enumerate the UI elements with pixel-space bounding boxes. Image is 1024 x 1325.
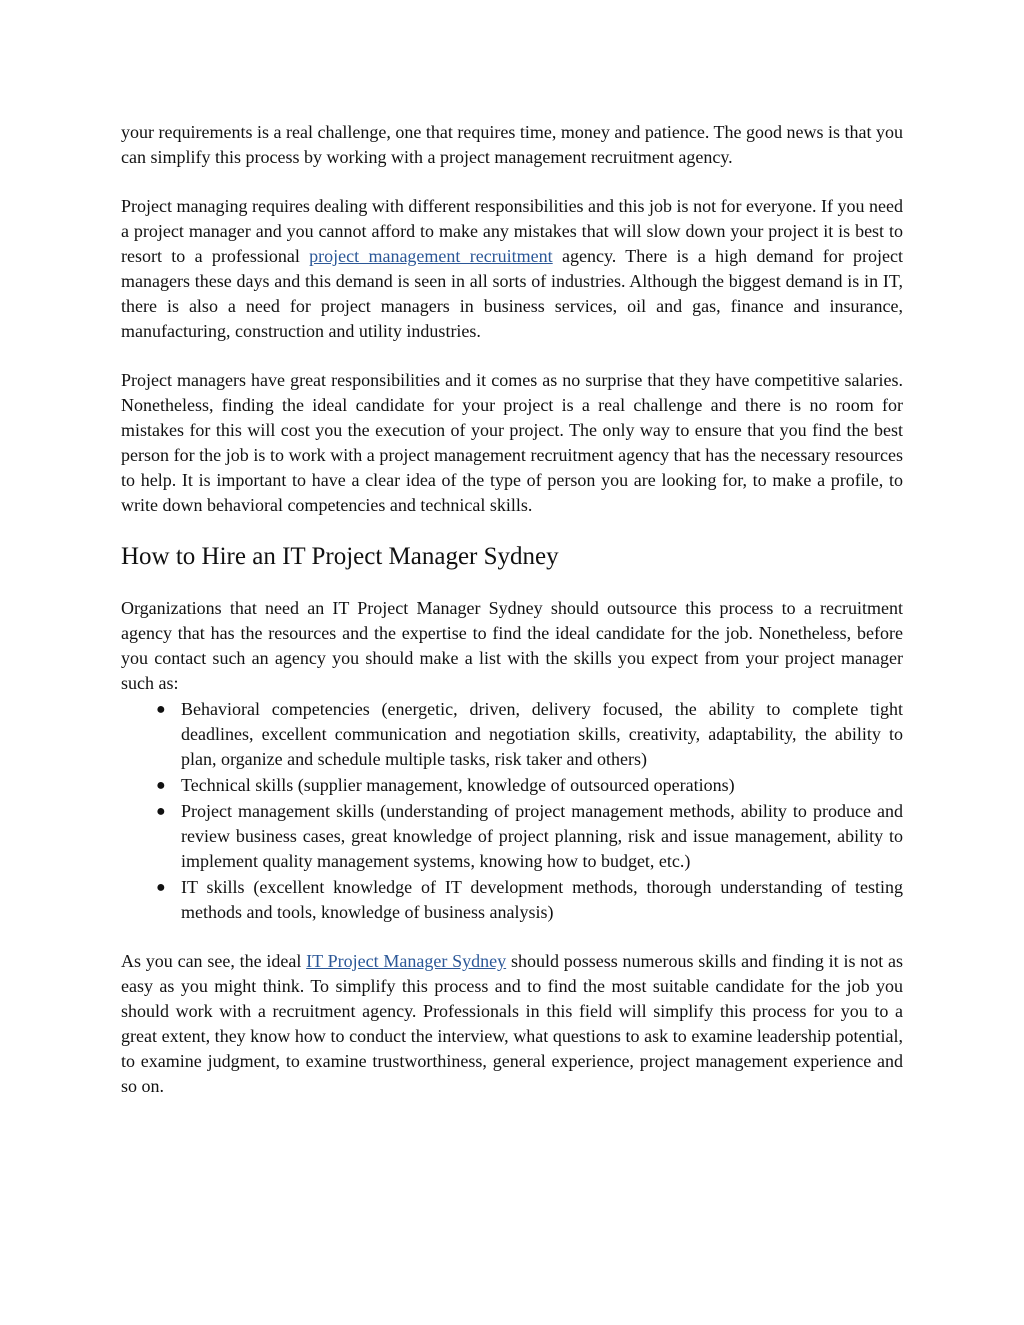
list-item-text: Behavioral competencies (energetic, driven, delivery focused, the ability to complete tight deadlines, excellent communication and negotiation skills, creativity, adaptability, the ability to plan, organize and schedule multiple tasks, risk taker and others) xyxy=(181,699,903,769)
paragraph-organizations: Organizations that need an IT Project Manager Sydney should outsource this process to a recruitment agency that has the resources and the expertise to find the ideal candidate for the job. Nonetheless, before you contact such an agency you should make a list with the skills you expect from your project manager such as: xyxy=(121,598,903,693)
list-item-text: Technical skills (supplier management, knowledge of outsourced operations) xyxy=(181,775,735,795)
list-item xyxy=(156,875,903,925)
section-heading: How to Hire an IT Project Manager Sydney xyxy=(121,543,559,570)
list-item-text: Project management skills (understanding of project management methods, ability to produce and review business cases, great knowledge of project planning, risk and issue management, ability to implement quality management systems, knowing how to budget, etc.) xyxy=(181,801,903,871)
bullet-icon: ● xyxy=(156,777,166,794)
paragraph-project-managing xyxy=(121,194,903,344)
paragraph-text: should possess numerous skills and finding it is not as easy as you might think. To simplify this process and to find the most suitable candidate for the job you should work with a recruitment agency. Professionals in this field will simplify this process for you to a great extent, they know how to conduct the interview, what questions to ask to examine leadership potential, to examine judgment, to examine trustworthiness, general experience, project management experience and so on. xyxy=(121,951,904,1096)
skills-list xyxy=(121,697,903,925)
project-management-recruitment-link[interactable]: project management recruitment xyxy=(309,246,553,266)
list-item xyxy=(156,697,903,772)
list-item xyxy=(156,799,903,874)
bullet-icon: ● xyxy=(156,701,166,718)
bullet-icon: ● xyxy=(156,879,166,896)
paragraph-text: agency. There is a high demand for project managers these days and this demand is seen in all sorts of industries. Although the biggest demand is in IT, there is also a need for project managers in business services, oil and gas, finance and insurance, manufacturing, construction and utility industries. xyxy=(121,246,903,341)
it-project-manager-sydney-link[interactable]: IT Project Manager Sydney xyxy=(306,951,507,971)
list-item-text: IT skills (excellent knowledge of IT development methods, thorough understanding of testing methods and tools, knowledge of business analysis) xyxy=(181,877,903,922)
paragraph-text: As you can see, the ideal xyxy=(121,951,307,971)
paragraph-conclusion xyxy=(121,949,903,1099)
document-page xyxy=(121,120,903,1123)
paragraph-text: Project managing requires dealing with different responsibilities and this job is not for everyone. If you need a project manager and you cannot afford to make any mistakes that will slow down your project it is best to resort to a professional xyxy=(121,196,903,266)
bullet-icon: ● xyxy=(156,803,166,820)
paragraph-intro: your requirements is a real challenge, one that requires time, money and patience. The good news is that you can simplify this process by working with a project management recruitment agency. xyxy=(121,122,903,167)
list-item xyxy=(156,773,903,798)
paragraph-responsibilities: Project managers have great responsibilities and it comes as no surprise that they have competitive salaries. Nonetheless, finding the ideal candidate for your project is a real challenge and there is no room for mistakes for this will cost you the execution of your project. The only way to ensure that you find the best person for the job is to work with a project management recruitment agency that has the necessary resources to help. It is important to have a clear idea of the type of person you are looking for, to make a profile, to write down behavioral competencies and technical skills. xyxy=(121,370,903,515)
